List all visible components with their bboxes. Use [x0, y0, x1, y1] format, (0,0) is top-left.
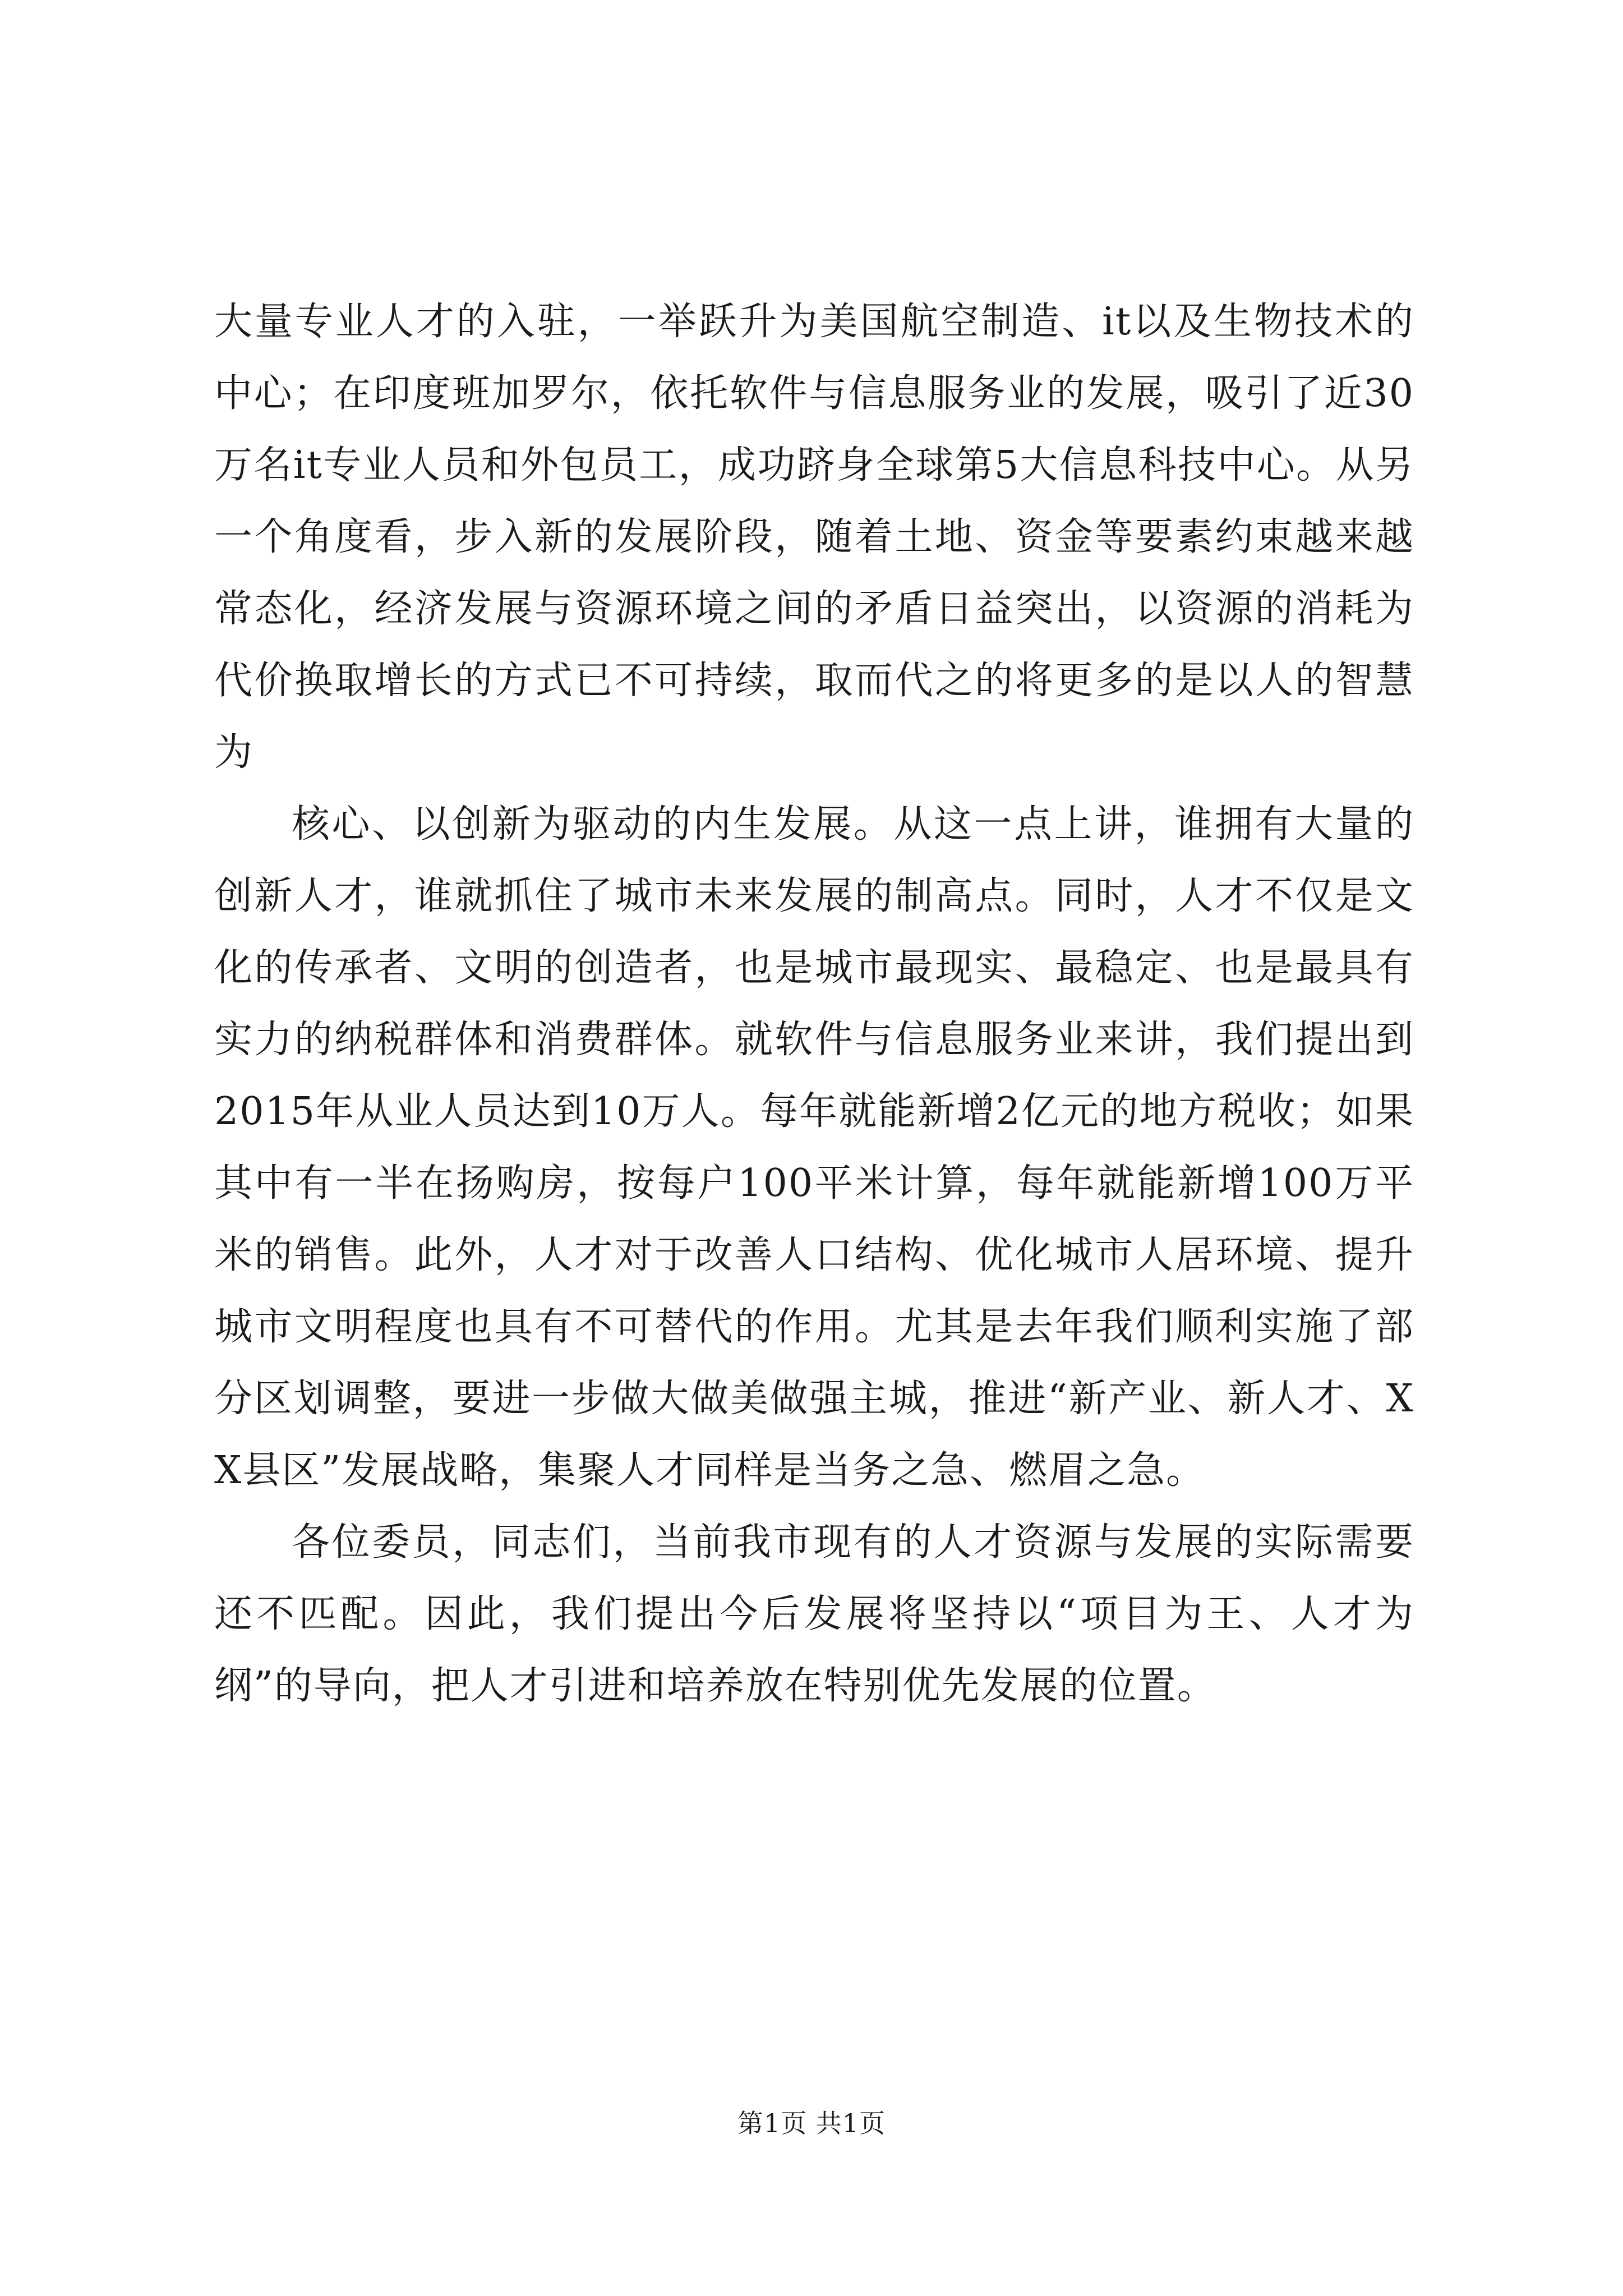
document-body	[214, 286, 1414, 1722]
page-footer: 第1页 共1页	[737, 2108, 886, 2138]
paragraph-2: 核心、以创新为驱动的内生发展。从这一点上讲，谁拥有大量的创新人才，谁就抓住了城市未来发展的制高点。同时，人才不仅是文化的传承者、文明的创造者，也是城市最现实、最稳定、也是最具有实力的纳税群体和消费群体。就软件与信息服务业来讲，我们提出到2015年从业人员达到10万人。每年就能新增2亿元的地方税收；如果其中有一半在扬购房，按每户100平米计算，每年就能新增100万平米的销售。此外，人才对于改善人口结构、优化城市人居环境、提升城市文明程度也具有不可替代的作用。尤其是去年我们顺利实施了部分区划调整，要进一步做大做美做强主城，推进“新产业、新人才、XX县区”发展战略，集聚人才同样是当务之急、燃眉之急。	[214, 802, 1414, 1493]
paragraph-3: 各位委员，同志们，当前我市现有的人才资源与发展的实际需要还不匹配。因此，我们提出今后发展将坚持以“项目为王、人才为纲”的导向，把人才引进和培养放在特别优先发展的位置。	[214, 1520, 1414, 1708]
paragraph-1: 大量专业人才的入驻，一举跃升为美国航空制造、it以及生物技术的中心；在印度班加罗尔，依托软件与信息服务业的发展，吸引了近30万名it专业人员和外包员工，成功跻身全球第5大信息科技中心。从另一个角度看，步入新的发展阶段，随着土地、资金等要素约束越来越常态化，经济发展与资源环境之间的矛盾日益突出，以资源的消耗为代价换取增长的方式已不可持续，取而代之的将更多的是以人的智慧为	[214, 300, 1414, 775]
